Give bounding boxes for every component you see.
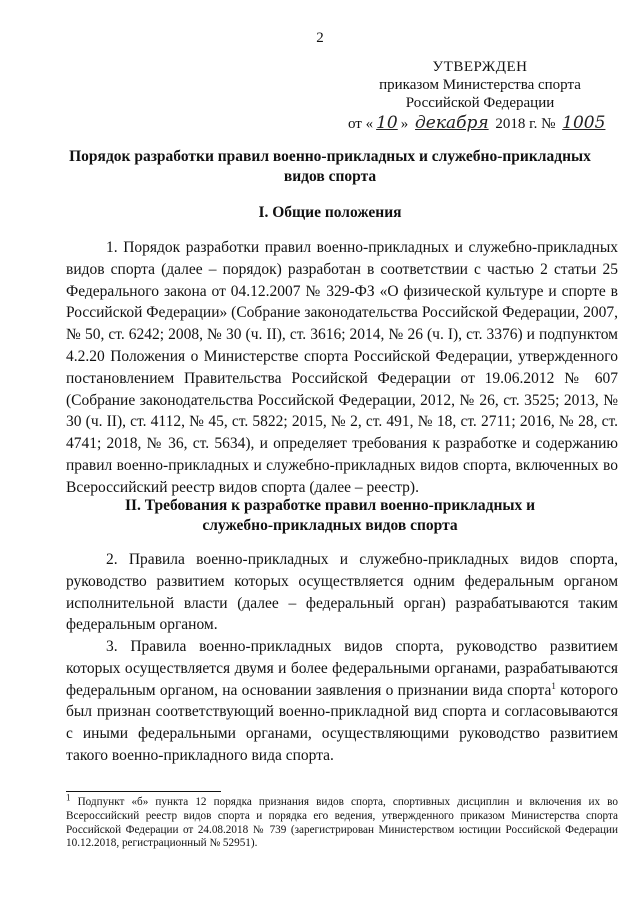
- approval-stamp: [340, 58, 620, 133]
- approval-line-2: Российской Федерации: [405, 95, 555, 111]
- approval-line-1: приказом Министерства спорта: [379, 77, 581, 93]
- date-year: 2018 г. №: [495, 116, 556, 132]
- date-prefix: от «: [348, 116, 374, 132]
- paragraph-3-text-start: 3. Правила военно-прикладных видов спорта, руководство развитием которых осуществляется двумя и более федеральными органами, разрабатываются федеральным органом, на основании заявления о признании вида спорта: [66, 638, 618, 699]
- handwritten-day: 10: [376, 113, 398, 133]
- section-2-heading: [60, 496, 600, 536]
- document-title-line-1: Порядок разработки правил военно-прикладных и служебно-прикладных: [69, 148, 591, 165]
- section-1-heading: I. Общие положения: [258, 204, 402, 221]
- document-title-line-2: видов спорта: [283, 168, 377, 185]
- footnote: [66, 792, 618, 851]
- footnote-reference[interactable]: 1: [551, 680, 556, 691]
- paragraph-1: 1. Порядок разработки правил военно-прикладных и служебно-прикладных видов спорта (далее – порядок) разработан в соответствии с частью 2 статьи 25 Федерального закона от 04.12.2007 № 329-ФЗ «О физической культуре и спорте в Российской Федерации» (Собрание законодательства Российской Федерации, 2007, № 50, ст. 6242; 2008, № 30 (ч. II), ст. 3616; 2014, № 26 (ч. I), ст. 3376) и подпунктом 4.2.20 Положения о Министерстве спорта Российской Федерации, утвержденного постановлением Правительства Российской Федерации от 19.06.2012 № 607 (Собрание законодательства Российской Федерации, 2012, № 26, ст. 3525; 2013, № 30 (ч. II), ст. 4112, № 45, ст. 5822; 2015, № 2, ст. 491, № 18, ст. 2711; 2016, № 28, ст. 4741; 2018, № 36, ст. 5634), и определяет требования к разработке и содержанию правил военно-прикладных и служебно-прикладных видов спорта, включенных во Всероссийский реестр видов спорта (далее – реестр).: [66, 239, 618, 496]
- paragraph-3-text-end: которого был признан соответствующий военно-прикладной вид спорта и согласовываются с иными федеральными органами, осуществляющими руководство развитием такого военно-прикладного вида спорта.: [66, 681, 618, 764]
- footnote-text: Подпункт «б» пункта 12 порядка признания видов спорта, спортивных дисциплин и включения их во Всероссийский реестр видов спорта и порядка его ведения, утвержденного приказом Министерства спорта Российской Федерации от 24.08.2018 № 739 (зарегистрирован Министерством юстиции Российской Федерации 10.12.2018, регистрационный № 52951).: [66, 796, 618, 850]
- approval-date-line: [340, 114, 620, 133]
- handwritten-order-number: 1005: [562, 113, 606, 133]
- handwritten-month: декабря: [415, 113, 489, 133]
- footnote-mark: 1: [66, 792, 71, 803]
- section-2-heading-line-2: служебно-прикладных видов спорта: [202, 517, 458, 534]
- footnote-divider: [66, 791, 221, 792]
- paragraph-2: 2. Правила военно-прикладных и служебно-прикладных видов спорта, руководство развитием которых осуществляется одним федеральным органом исполнительной власти (далее – федеральный орган) разрабатываются таким федеральным органом.: [66, 551, 618, 634]
- page-number: 2: [316, 30, 324, 46]
- section-2-heading-line-1: II. Требования к разработке правил военно-прикладных и: [124, 497, 536, 514]
- document-title: [60, 147, 600, 187]
- approval-title: УТВЕРЖДЕН: [432, 59, 528, 75]
- paragraph-3: [66, 636, 618, 767]
- date-mid: »: [400, 116, 409, 132]
